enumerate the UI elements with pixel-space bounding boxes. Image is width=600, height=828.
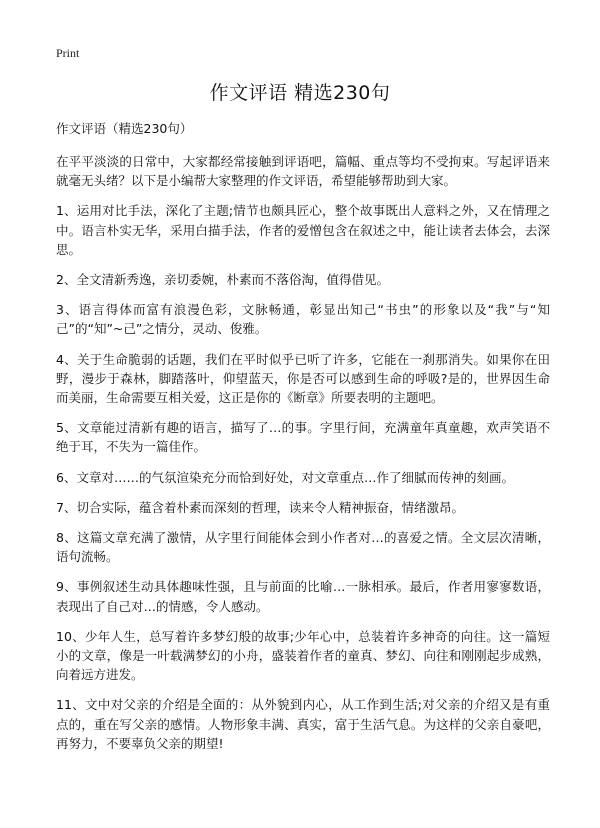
comment-paragraph-2: 2、全文清新秀逸，亲切委婉，朴素而不落俗淘，值得借见。 — [56, 272, 389, 288]
comment-paragraph-8: 8、这篇文章充满了激情，从字里行间能体会到小作者对…的喜爱之情。全文层次清晰，语句流畅。 — [56, 530, 550, 565]
page-title: 作文评语 精选230句 — [209, 82, 391, 104]
comment-paragraph-4: 4、关于生命脆弱的话题，我们在平时似乎已听了许多，它能在一刹那消失。如果你在田野，漫步于森林，脚踏落叶，仰望蓝天，你是否可以感到生命的呼吸?是的，世界因生命而美丽，生命需要互相关爱，这正是你的《断章》所要表明的主题吧。 — [56, 351, 550, 406]
comment-paragraph-10: 10、少年人生，总写着许多梦幻般的故事;少年心中，总装着许多神奇的向往。这一篇短小的文章，像是一叶载满梦幻的小舟，盛装着作者的童真、梦幻、向往和刚刚起步成熟，向着远方进发。 — [56, 628, 550, 683]
document-subtitle: 作文评语（精选230句） — [56, 121, 193, 136]
document-body — [56, 119, 550, 764]
print-link[interactable]: Print — [56, 46, 80, 60]
comment-paragraph-6: 6、文章对……的气氛渲染充分而恰到好处，对文章重点…作了细腻而传神的刻画。 — [56, 469, 514, 485]
comment-paragraph-1: 1、运用对比手法，深化了主题;情节也颇具匠心，整个故事既出人意料之外，又在情理之中。语言朴实无华，采用白描手法，作者的爱憎包含在叙述之中，能让读者去体会，去深思。 — [56, 203, 550, 257]
comment-paragraph-3: 3、语言得体而富有浪漫色彩，文脉畅通，彰显出知己“书虫”的形象以及“我”与“知己”的“知”~己”之情分，灵动、俊雅。 — [56, 302, 550, 337]
comment-paragraph-9: 9、事例叙述生动具体趣味性强，且与前面的比喻…一脉相承。最后，作者用寥寥数语，表现出了自己对…的情感，令人感动。 — [56, 579, 550, 614]
comment-paragraph-7: 7、切合实际，蕴含着朴素而深刻的哲理，读来令人精神振奋，情绪激昂。 — [56, 499, 464, 515]
comment-paragraph-5: 5、文章能过清新有趣的语言，描写了…的事。字里行间，充满童年真童趣，欢声笑语不绝于耳，不失为一篇佳作。 — [56, 420, 550, 455]
comment-paragraph-11: 11、文中对父亲的介绍是全面的：从外貌到内心，从工作到生活;对父亲的介绍又是有重点的，重在写父亲的感情。人物形象丰满、真实，富于生活气息。为这样的父亲自豪吧，再努力，不要辜负父亲的期望! — [56, 697, 550, 751]
intro-paragraph: 在平平淡淡的日常中，大家都经常接触到评语吧，篇幅、重点等均不受拘束。写起评语来就毫无头绪？以下是小编帮大家整理的作文评语，希望能够帮助到大家。 — [56, 154, 550, 189]
